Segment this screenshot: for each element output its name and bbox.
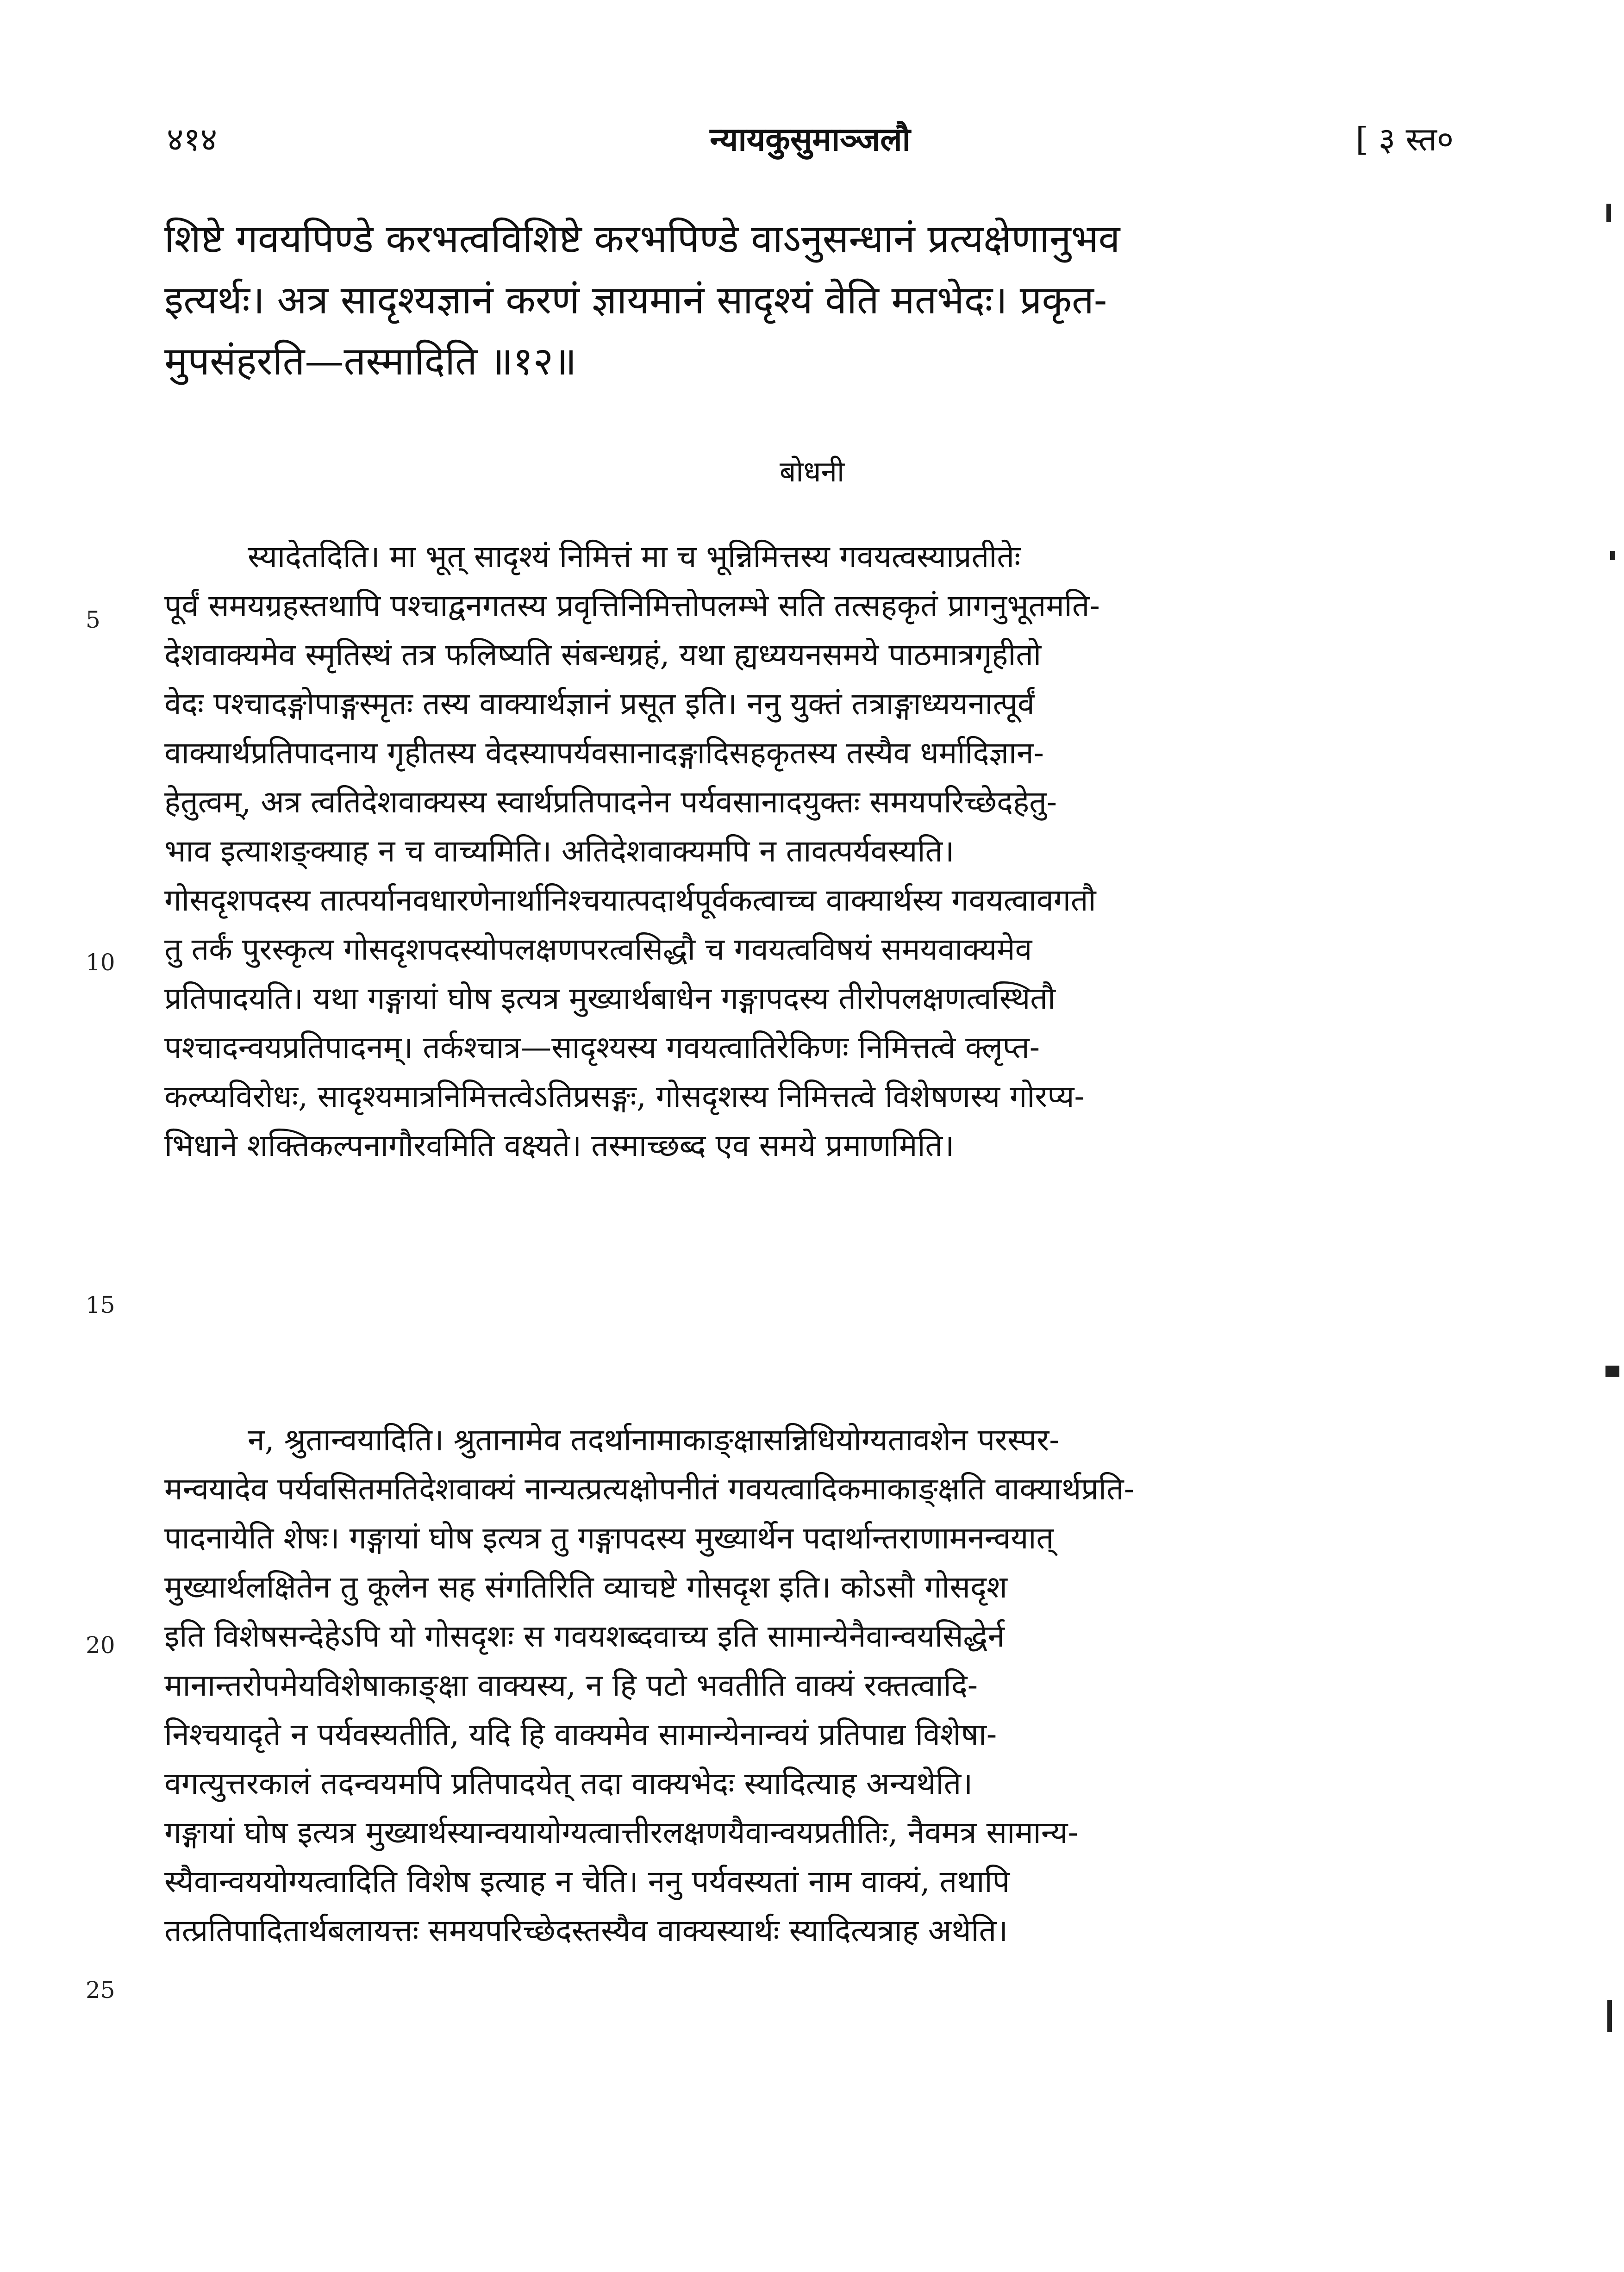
text-line: हेतुत्वम्, अत्र त्वतिदेशवाक्यस्य स्वार्थप्रतिपादनेन पर्यवसानादयुक्तः समयपरिच्छेदहेतु- xyxy=(164,784,1057,820)
text-line: स्यादेतदिति। मा भूत् सादृश्यं निमित्तं मा च भून्निमित्तस्य गवयत्वस्याप्रतीतेः xyxy=(248,539,1021,574)
text-line: देशवाक्यमेव स्मृतिस्थं तत्र फलिष्यति संबन्धग्रहं, यथा ह्यध्ययनसमये पाठमात्रगृहीतो xyxy=(164,637,1042,673)
scan-mark xyxy=(1607,2000,1612,2032)
section-heading: बोधनी xyxy=(779,455,845,488)
text-line: मुपसंहरति—तस्मादिति ॥१२॥ xyxy=(164,338,577,384)
running-header xyxy=(167,116,1454,167)
text-line: इत्यर्थः। अत्र सादृश्यज्ञानं करणं ज्ञायमानं सादृश्यं वेति मतभेदः। प्रकृत- xyxy=(164,277,1107,323)
text-line: वगत्युत्तरकालं तदन्वयमपि प्रतिपादयेत् तदा वाक्यभेदः स्यादित्याह अन्यथेति। xyxy=(164,1766,973,1801)
text-line: गङ्गायां घोष इत्यत्र मुख्यार्थस्यान्वयायोग्यत्वात्तीरलक्षणयैवान्वयप्रतीतिः, नैवमत्र सामान्य- xyxy=(164,1815,1078,1850)
line-number: 25 xyxy=(86,1977,115,2004)
text-line: पश्चादन्वयप्रतिपादनम्। तर्कश्चात्र—सादृश्यस्य गवयत्वातिरेकिणः निमित्तत्वे क्लृप्त- xyxy=(164,1030,1040,1065)
scan-mark xyxy=(1606,204,1611,222)
line-number: 5 xyxy=(86,606,100,633)
scan-mark xyxy=(1610,551,1615,560)
page-number: ४१४ xyxy=(167,120,218,158)
text-line: निश्चयादृते न पर्यवस्यतीति, यदि हि वाक्यमेव सामान्येनान्वयं प्रतिपाद्य विशेषा- xyxy=(164,1716,997,1752)
text-line: मन्वयादेव पर्यवसितमतिदेशवाक्यं नान्यत्प्रत्यक्षोपनीतं गवयत्वादिकमाकाङ्क्षति वाक्यार्थप्रति- xyxy=(164,1471,1134,1507)
text-line: पूर्वं समयग्रहस्तथापि पश्चाद्वनगतस्य प्रवृत्तिनिमित्तोपलम्भे सति तत्सहकृतं प्रागनुभूतमति- xyxy=(164,588,1100,624)
commentary-paragraph-1 xyxy=(164,532,1424,1170)
text-line: पादनायेति शेषः। गङ्गायां घोष इत्यत्र तु गङ्गापदस्य मुख्यार्थेन पदार्थान्तराणामनन्वयात् xyxy=(164,1520,1054,1556)
text-line: गोसदृशपदस्य तात्पर्यानवधारणेनार्थानिश्चयात्पदार्थपूर्वकत्वाच्च वाक्यार्थस्य गवयत्वावगतौ xyxy=(164,882,1096,918)
text-line: मुख्यार्थलक्षितेन तु कूलेन सह संगतिरिति व्याचष्टे गोसदृश इति। कोऽसौ गोसदृश xyxy=(164,1569,1007,1605)
line-number: 10 xyxy=(86,949,115,976)
commentary-paragraph-2 xyxy=(164,1416,1424,1955)
top-text-block xyxy=(164,208,1424,392)
text-line: इति विशेषसन्देहेऽपि यो गोसदृशः स गवयशब्दवाच्य इति सामान्येनैवान्वयसिद्धेर्न xyxy=(164,1618,1005,1654)
text-line: न, श्रुतान्वयादिति। श्रुतानामेव तदर्थानामाकाङ्क्षासन्निधियोग्यतावशेन परस्पर- xyxy=(248,1422,1060,1458)
book-title: न्यायकुसुमाञ्जलौ xyxy=(710,120,911,158)
text-line: शिष्टे गवयपिण्डे करभत्वविशिष्टे करभपिण्डे वाऽनुसन्धानं प्रत्यक्षेणानुभव xyxy=(164,216,1120,262)
text-line: भिधाने शक्तिकल्पनागौरवमिति वक्ष्यते। तस्माच्छब्द एव समये प्रमाणमिति। xyxy=(164,1128,955,1163)
line-number: 20 xyxy=(86,1632,115,1659)
text-line: प्रतिपादयति। यथा गङ्गायां घोष इत्यत्र मुख्यार्थबाधेन गङ्गापदस्य तीरोपलक्षणत्वस्थितौ xyxy=(164,980,1056,1016)
text-line: तत्प्रतिपादितार्थबलायत्तः समयपरिच्छेदस्तस्यैव वाक्यस्यार्थः स्यादित्यत्राह अथेति। xyxy=(164,1913,1008,1948)
section-marker: [ ३ स्त० xyxy=(1355,120,1454,158)
text-line: तु तर्कं पुरस्कृत्य गोसदृशपदस्योपलक्षणपरत्वसिद्धौ च गवयत्वविषयं समयवाक्यमेव xyxy=(164,931,1032,967)
text-line: मानान्तरोपमेयविशेषाकाङ्क्षा वाक्यस्य, न हि पटो भवतीति वाक्यं रक्तत्वादि- xyxy=(164,1667,978,1703)
text-line: स्यैवान्वययोग्यत्वादिति विशेष इत्याह न चेति। ननु पर्यवस्यतां नाम वाक्यं, तथापि xyxy=(164,1864,1010,1899)
text-line: वाक्यार्थप्रतिपादनाय गृहीतस्य वेदस्यापर्यवसानादङ्गादिसहकृतस्य तस्यैव धर्मादिज्ञान- xyxy=(164,735,1044,771)
text-line: वेदः पश्चादङ्गोपाङ्गस्मृतः तस्य वाक्यार्थज्ञानं प्रसूत इति। ननु युक्तं तत्राङ्गाध्ययनात्पूर्वं xyxy=(164,686,1035,722)
line-number: 15 xyxy=(86,1292,115,1318)
scan-mark xyxy=(1605,1366,1619,1377)
text-line: कल्प्यविरोधः, सादृश्यमात्रनिमित्तत्वेऽतिप्रसङ्गः, गोसदृशस्य निमित्तत्वे विशेषणस्य गोरप्य- xyxy=(164,1079,1085,1114)
text-line: भाव इत्याशङ्क्याह न च वाच्यमिति। अतिदेशवाक्यमपि न तावत्पर्यवस्यति। xyxy=(164,833,955,869)
